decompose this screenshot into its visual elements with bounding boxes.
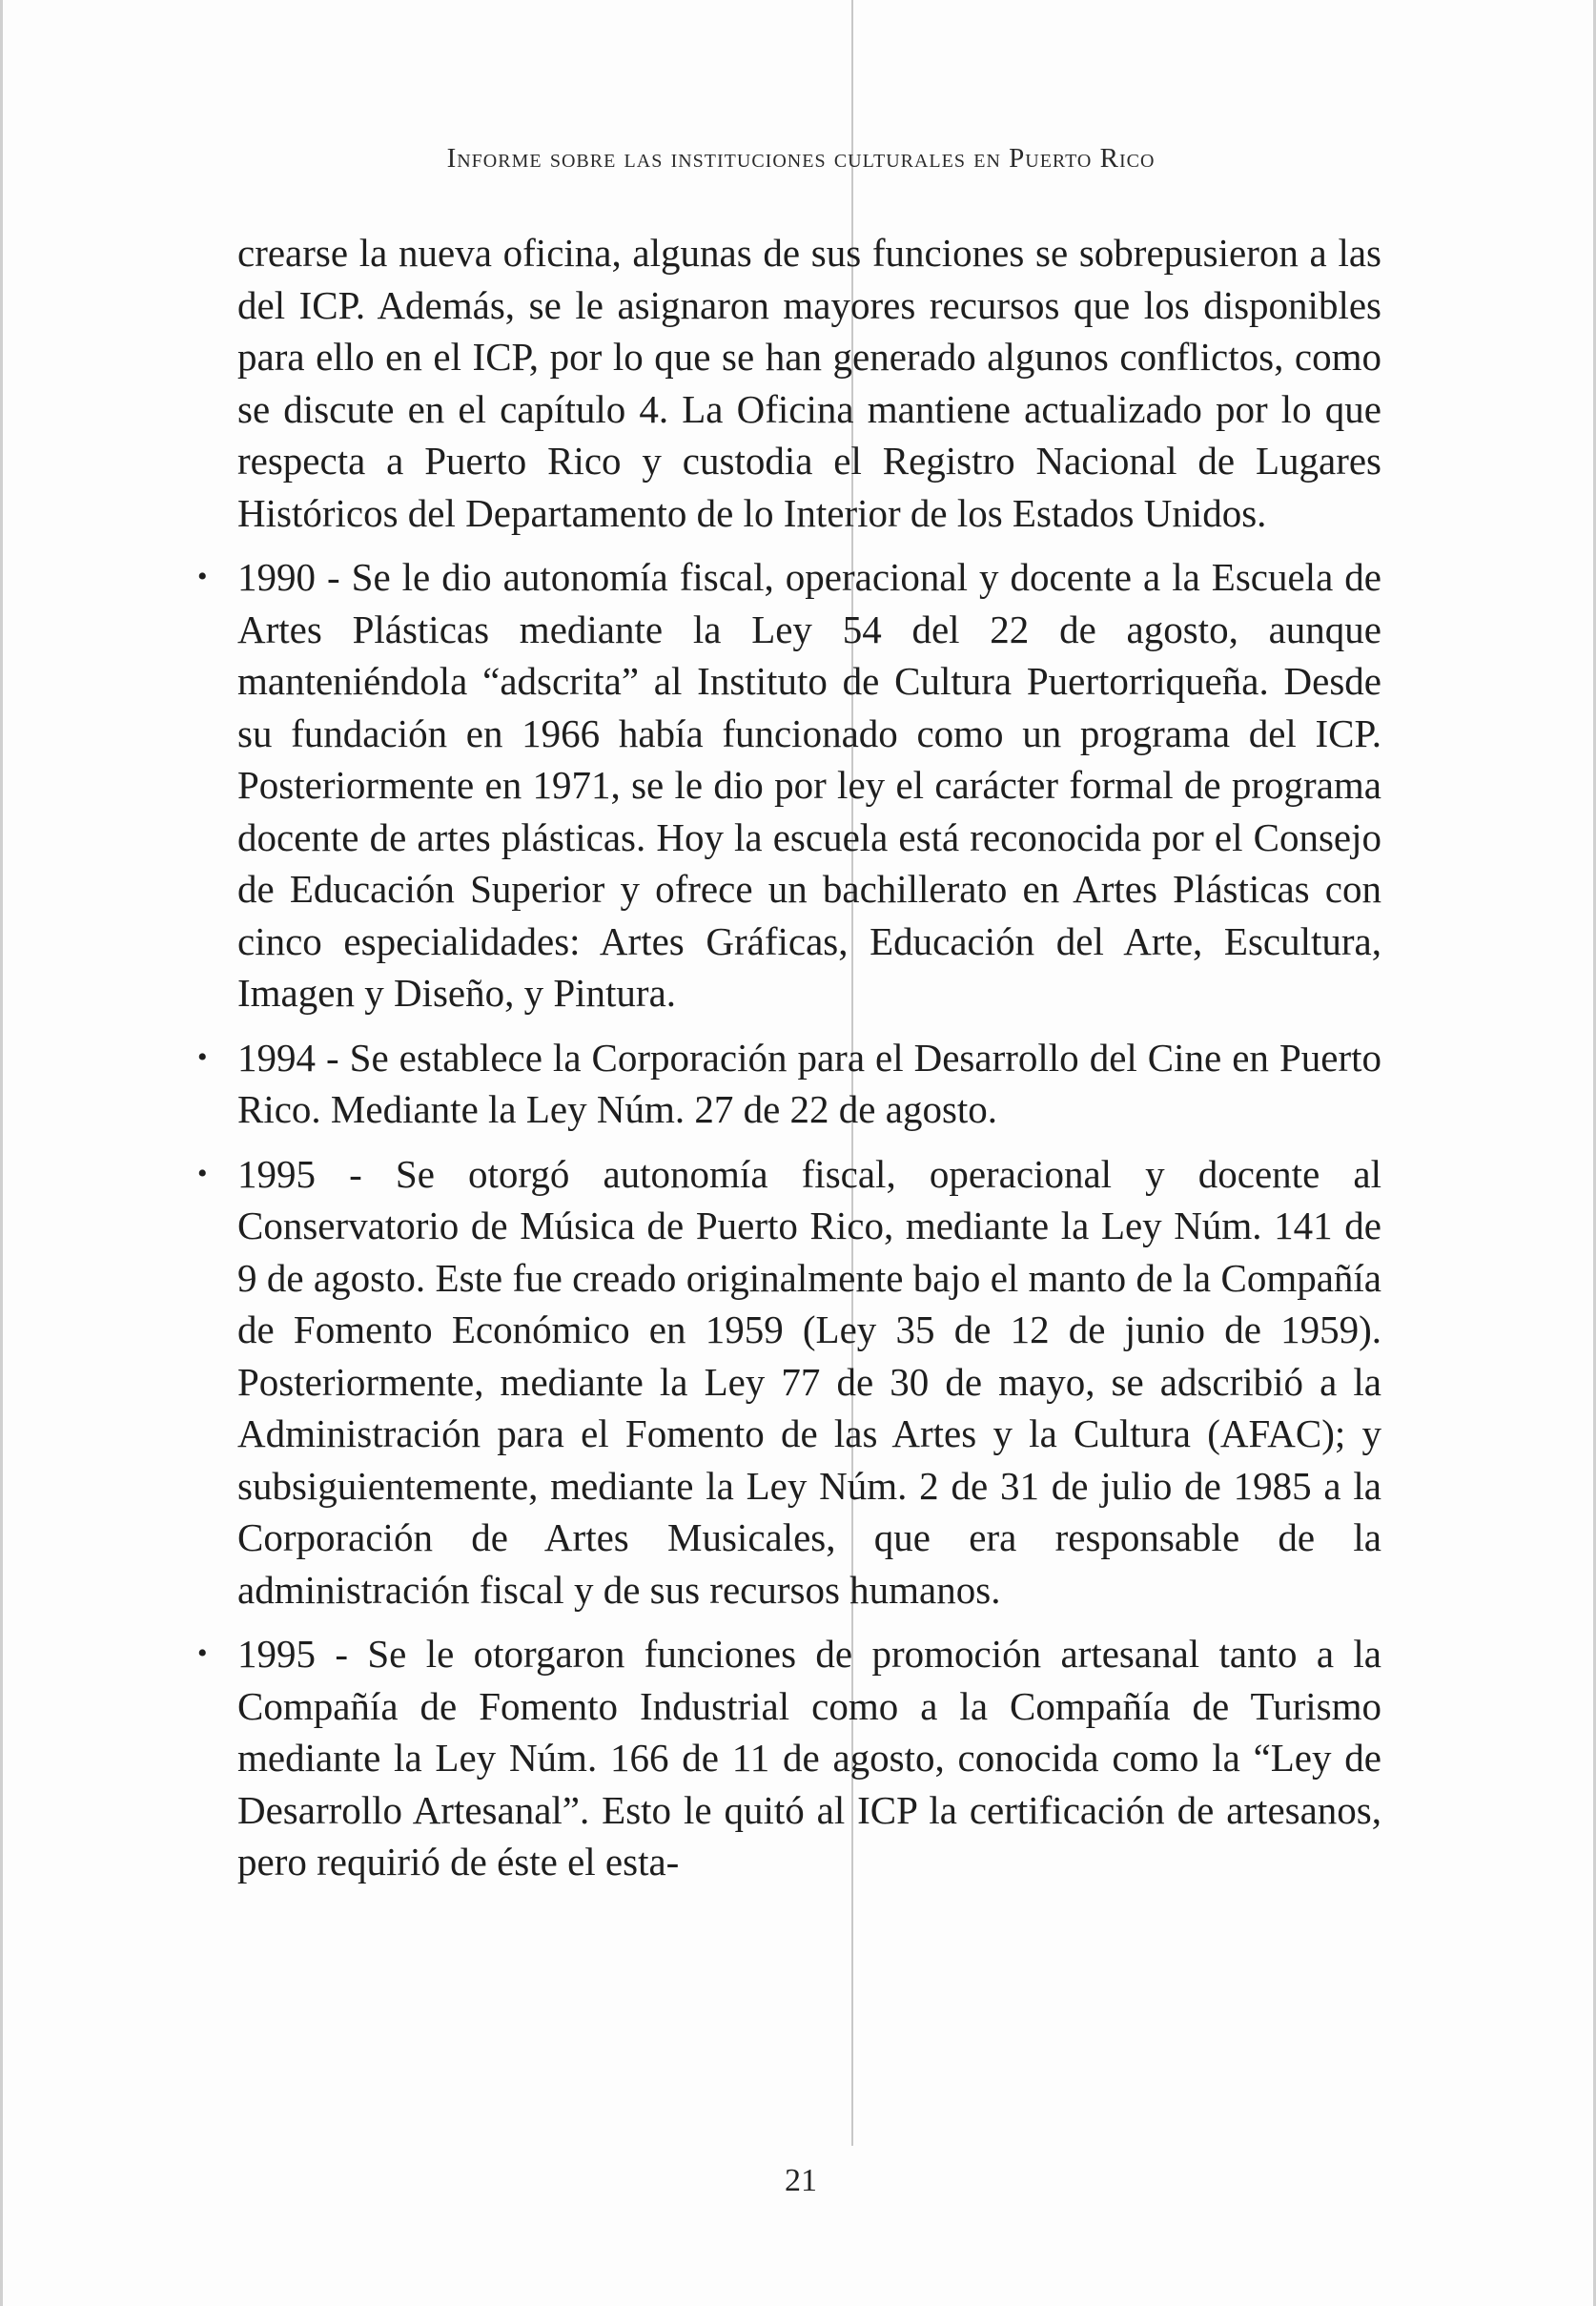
bullet-icon: • xyxy=(197,1040,208,1073)
intro-paragraph: crearse la nueva oficina, algunas de sus funciones se sobrepusieron a las del ICP. Además, se le asignaron mayores recursos que los disponibles para ello en el ICP, por lo que se han generado algunos conflictos, como se discute en el capítulo 4. La Oficina mantiene actualizado por lo que respecta a Puerto Rico y custodia el Registro Nacional de Lugares Históricos del Departamento de lo Interior de los Estados Unidos. xyxy=(237,231,1381,535)
bullet-icon: • xyxy=(197,1637,208,1669)
list-item xyxy=(197,1616,1381,1888)
page-number: 21 xyxy=(785,2163,817,2198)
list-item xyxy=(197,1019,1381,1136)
bullet-icon: • xyxy=(197,561,208,592)
list-item xyxy=(197,1136,1381,1616)
running-header: Informe sobre las instituciones culturales en Puerto Rico xyxy=(446,143,1156,174)
bullet-icon: • xyxy=(197,1157,208,1189)
bullet-text: 1995 - Se otorgó autonomía fiscal, operacional y docente al Conservatorio de Música de Puerto Rico, mediante la Ley Núm. 141 de 9 de agosto. Este fue creado originalmente bajo el manto de la Compañía de Fomento Económico en 1959 (Ley 35 de 12 de junio de 1959). Posteriormente, mediante la Ley 77 de 30 de mayo, se adscribió a la Administración para el Fomento de las Artes y la Cultura (AFAC); y subsiguientemente, mediante la Ley Núm. 2 de 31 de julio de 1985 a la Corporación de Artes Musicales, que era responsable de la administración fiscal y de sus recursos humanos. xyxy=(237,1151,1381,1612)
list-item xyxy=(197,539,1381,1019)
page-body xyxy=(197,227,1381,1888)
bullet-text: 1994 - Se establece la Corporación para el Desarrollo del Cine en Puerto Rico. Mediante la Ley Núm. 27 de 22 de agosto. xyxy=(237,1035,1381,1131)
bullet-list xyxy=(197,539,1381,1888)
bullet-text: 1990 - Se le dio autonomía fiscal, operacional y docente a la Escuela de Artes Plásticas mediante la Ley 54 del 22 de agosto, aunque manteniéndola “adscrita” al Instituto de Cultura Puertorriqueña. Desde su fundación en 1966 había funcionado como un programa del ICP. Posteriormente en 1971, se le dio por ley el carácter formal de programa docente de artes plásticas. Hoy la escuela está reconocida por el Consejo de Educación Superior y ofrece un bachillerato en Artes Plásticas con cinco especialidades: Artes Gráficas, Educación del Arte, Escultura, Imagen y Diseño, y Pintura. xyxy=(237,555,1381,1015)
bullet-text: 1995 - Se le otorgaron funciones de promoción artesanal tanto a la Compañía de Fomento Industrial como a la Compañía de Turismo mediante la Ley Núm. 166 de 11 de agosto, conocida como la “Ley de Desarrollo Artesanal”. Esto le quitó al ICP la certificación de artesanos, pero requirió de éste el esta- xyxy=(237,1632,1381,1884)
